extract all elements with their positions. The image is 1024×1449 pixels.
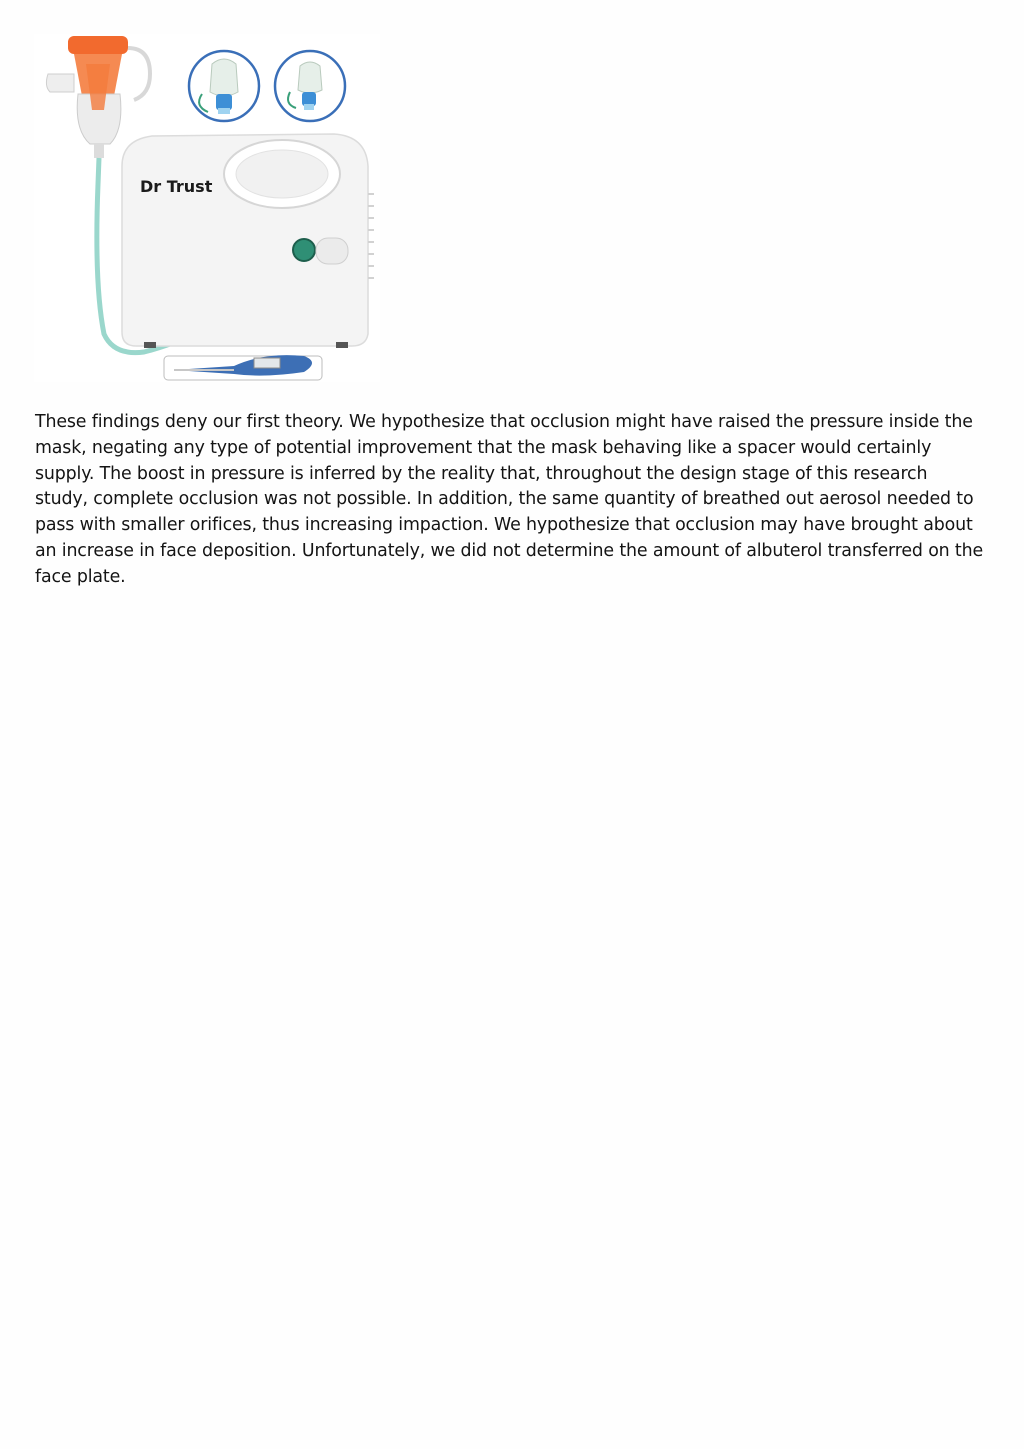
nebulizer-illustration [34, 34, 380, 382]
mask-child-icon [275, 51, 345, 121]
mask-adult-icon [189, 51, 259, 121]
body-paragraph: These findings deny our first theory. We hypothesize that occlusion might have raised the pressure inside the mask, negating any type of potential improvement that the mask behaving like a spacer would certainly supply. The boost in pressure is inferred by the reality that, throughout the design stage of this research study, complete occlusion was not possible. In addition, the same quantity of breathed out aerosol needed to pass with smaller orifices, thus increasing impaction. We hypothesize that occlusion may have brought about an increase in face deposition. Unfortunately, we did not determine the amount of albuterol transferred on the face plate. [35, 412, 984, 587]
compressor-icon [122, 134, 374, 348]
thermometer-icon [164, 355, 322, 380]
svg-text:Dr Trust: Dr Trust [140, 177, 213, 196]
product-image-nebulizer [34, 34, 380, 382]
